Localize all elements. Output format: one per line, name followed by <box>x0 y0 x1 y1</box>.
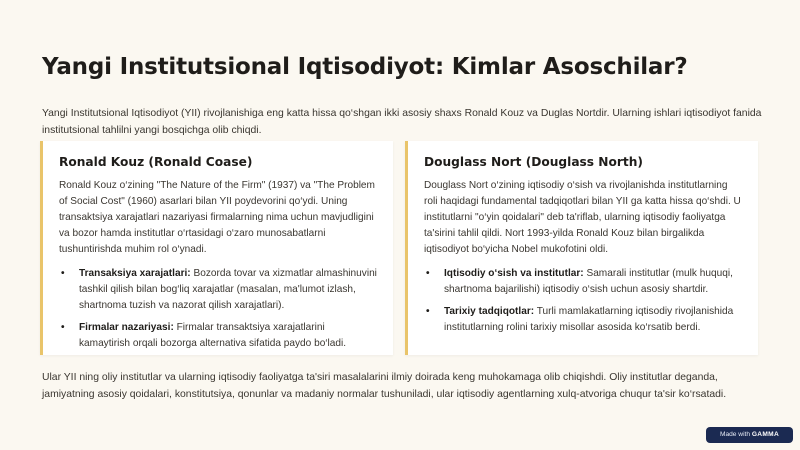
bullet-icon: • <box>61 268 65 279</box>
list-item <box>424 304 742 336</box>
bullet-term: Firmalar nazariyasi: <box>79 322 174 333</box>
bullet-list <box>59 266 377 352</box>
card-text: Douglass Nort o‘zining iqtisodiy o‘sish va rivojlanishda institutlarning roli haqidagi fundamental tadqiqotlari bilan YII ga katta hissa qo‘shdi. U institutlarni "o‘yin qoidalari" deb ta'riflab, ularning iqtisodiy faoliyatga ta'sirini tahlil qildi. Nort 1993-yilda Ronald Kouz bilan birgalikda iqtisodiyot bo‘yicha Nobel mukofotini oldi. <box>424 180 741 255</box>
bullet-desc: Bozorda tovar va xizmatlar almashinuvini tashkil qilish bilan bog‘liq xarajatlar (masalan, ma'lumot izlash, shartnoma tuzish va nazorat qilish xarajatlari). <box>79 268 377 311</box>
page-title: Yangi Institutsional Iqtisodiyot: Kimlar Asoschilar? <box>42 54 688 80</box>
list-item <box>59 266 377 314</box>
card-title: Douglass Nort (Douglass North) <box>424 155 643 169</box>
bullet-term: Tarixiy tadqiqotlar: <box>444 306 535 317</box>
intro-paragraph: Yangi Institutsional Iqtisodiyot (YII) rivojlanishiga eng katta hissa qo‘shgan ikki asosiy shaxs Ronald Kouz va Duglas Nortdir. Ularning ishlari iqtisodiyot fanida institutsional tahlilni yangi bosqichga olib chiqdi. <box>42 108 762 136</box>
bullet-term: Transaksiya xarajatlari: <box>79 268 191 279</box>
outro-paragraph: Ular YII ning oliy institutlar va ularning iqtisodiy faoliyatga ta'siri masalalarini ilmiy doirada keng muhokamaga olib chiqishdi. Oliy institutlar deganda, jamiyatning asosiy qoidalari, konstitutsiya, qonunlar va madaniy normalar tushuniladi, ular iqtisodiy agentlarning xulq-atvoriga chuqur ta'sir ko‘rsatadi. <box>42 372 727 400</box>
card-text: Ronald Kouz o‘zining "The Nature of the Firm" (1937) va "The Problem of Social Cost" (1960) asarlari bilan YII poydevorini qo‘ydi. Uning transaktsiya xarajatlari nazariyasi firmalarning nima uchun mavjudligini va bozor hamda institutlar o‘rtasidagi o‘zaro munosabatlarni tushuntirishda muhim rol o‘ynadi. <box>59 180 375 255</box>
bullet-desc: Samarali institutlar (mulk huquqi, shartnoma bajarilishi) iqtisodiy o‘sish uchun asosiy shartdir. <box>444 268 733 295</box>
list-item <box>59 320 377 352</box>
made-with-gamma-badge[interactable] <box>706 427 793 443</box>
bullet-term: Iqtisodiy o‘sish va institutlar: <box>444 268 584 279</box>
bullet-list <box>424 266 742 336</box>
bullet-desc: Turli mamlakatlarning iqtisodiy rivojlanishida institutlarning rolini tarixiy misollar asosida ko‘rsatib berdi. <box>444 306 734 333</box>
card-ronald-coase <box>40 141 393 355</box>
bullet-icon: • <box>61 322 65 333</box>
bullet-icon: • <box>426 306 430 317</box>
list-item <box>424 266 742 298</box>
gamma-logo-text: GAMMA <box>751 431 780 438</box>
bullet-desc: Firmalar transaktsiya xarajatlarini kamaytirish orqali bozorga alternativa sifatida paydo bo‘ladi. <box>79 322 347 349</box>
card-douglass-north <box>405 141 758 355</box>
bullet-icon: • <box>426 268 430 279</box>
badge-prefix: Made with <box>719 431 752 438</box>
card-title: Ronald Kouz (Ronald Coase) <box>59 155 253 169</box>
